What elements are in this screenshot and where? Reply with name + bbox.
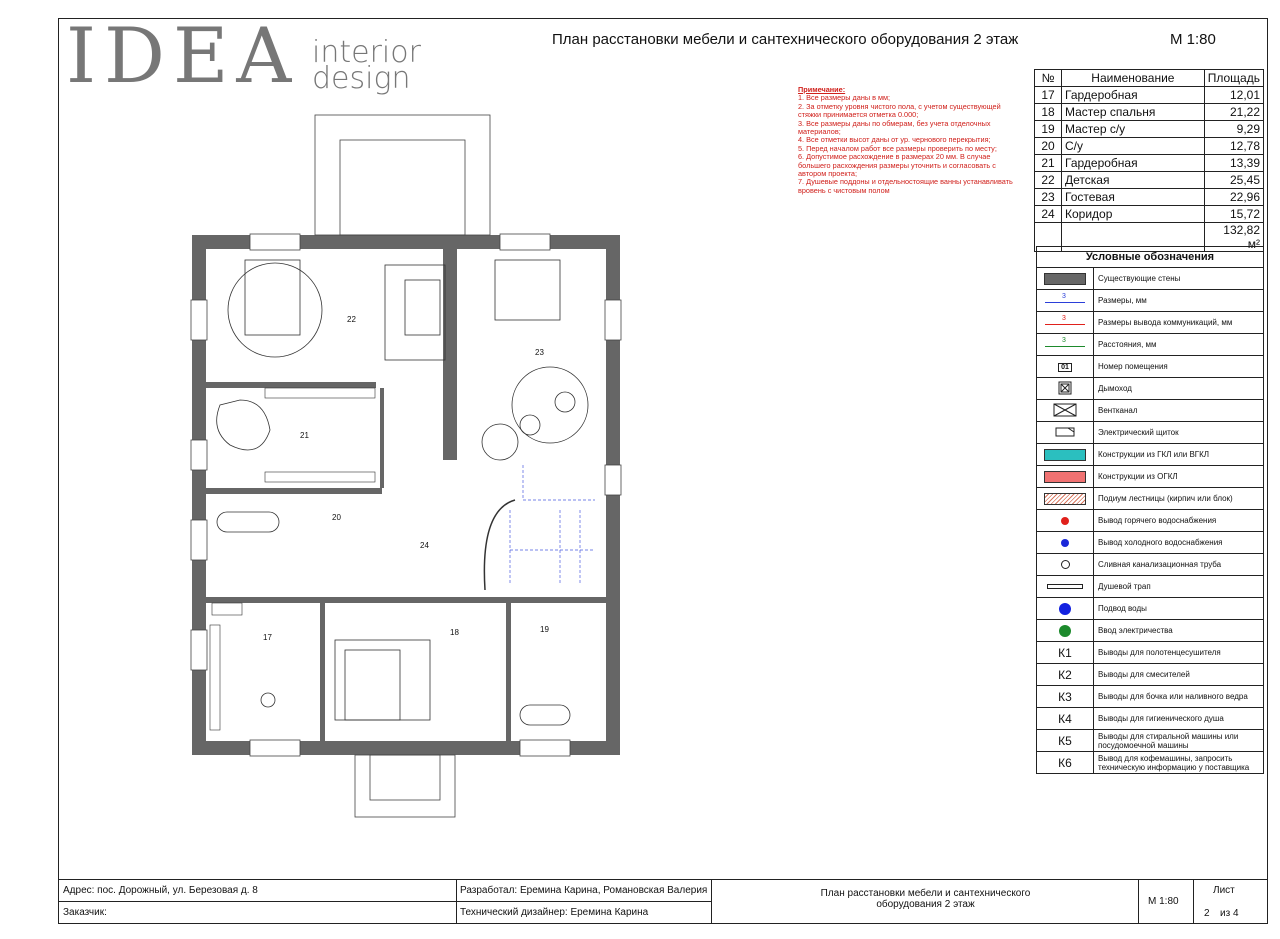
client: Заказчик: [63,907,107,918]
note-item: 1. Все размеры даны в мм; [798,93,891,103]
hot-water-icon [1061,517,1069,525]
legend-label: Размеры, мм [1094,290,1264,312]
drain-icon [1061,560,1070,569]
rooms-table-header [1035,70,1264,87]
room-area: 21,22 [1204,104,1263,121]
legend-label: Выводы для гигиенического душа [1094,708,1264,730]
total-area: 132,82 м² [1204,223,1263,252]
room-area: 22,96 [1204,189,1263,206]
room-label: 20 [332,513,341,522]
room-label: 17 [263,633,272,642]
room-name: Гостевая [1062,189,1205,206]
legend-label: Электрический щиток [1094,422,1264,444]
room-name: Мастер спальня [1062,104,1205,121]
room-label: 21 [300,431,309,440]
legend-label: Вывод горячего водоснабжения [1094,510,1264,532]
staircase [510,465,595,585]
room-number: 19 [1035,121,1062,138]
rooms-table [1034,69,1264,252]
sheet-of: из 4 [1220,908,1239,919]
legend-label: Подиум лестницы (кирпич или блок) [1094,488,1264,510]
ogkl-swatch [1044,471,1086,483]
stamp-scale: М 1:80 [1148,896,1179,907]
legend-label: Существующие стены [1094,268,1264,290]
shower-drain-icon [1047,584,1083,589]
room-name: Коридор [1062,206,1205,223]
address: Адрес: пос. Дорожный, ул. Березовая д. 8 [63,885,258,896]
room-number: 20 [1035,138,1062,155]
room-name: Детская [1062,172,1205,189]
table-row [1035,104,1264,121]
legend-label: Конструкции из ОГКЛ [1094,466,1264,488]
dimension-green-icon: 3 [1043,338,1087,350]
room-number-icon: 01 [1058,363,1072,372]
legend-table [1036,246,1264,774]
legend-label: Дымоход [1094,378,1264,400]
note-item: 7. Душевые поддоны и отдельностоящие ванны устанавливать вровень с чистовым полом [798,177,1013,195]
legend-code: К5 [1037,730,1094,752]
sheet-label: Лист [1213,885,1235,896]
sheet-number: 2 [1204,908,1210,919]
col-name: Наименование [1062,70,1205,87]
room-number: 21 [1035,155,1062,172]
panel-icon [1055,426,1075,438]
legend-label: Вывод для кофемашины, запросить техническую информацию у поставщика [1094,752,1264,774]
room-area: 25,45 [1204,172,1263,189]
logo [66,11,446,100]
legend-label: Вывод холодного водоснабжения [1094,532,1264,554]
room-area: 15,72 [1204,206,1263,223]
legend-label: Сливная канализационная труба [1094,554,1264,576]
legend-code: К2 [1037,664,1094,686]
dimension-red-icon: 3 [1043,316,1087,328]
note-item: 3. Все размеры даны по обмерам, без учета отделочных материалов; [798,118,991,137]
logo-main: IDEA [66,11,300,100]
room-area: 12,78 [1204,138,1263,155]
room-area: 12,01 [1204,87,1263,104]
cold-water-icon [1061,539,1069,547]
gkl-swatch [1044,449,1086,461]
room-label: 19 [540,625,549,634]
room-label: 18 [450,628,459,637]
developed-by: Разработал: Еремина Карина, Романовская Валерия [460,885,708,896]
room-number: 18 [1035,104,1062,121]
room-area: 9,29 [1204,121,1263,138]
legend-label: Душевой трап [1094,576,1264,598]
table-row [1035,121,1264,138]
title-block [58,879,1268,924]
note-item: 6. Допустимое расхождение в размерах 20 мм. В случае большего расхождения размеры уточнить и согласовать с автором проекта; [798,152,996,179]
dimension-blue-icon: 3 [1043,294,1087,306]
room-number: 23 [1035,189,1062,206]
room-number: 24 [1035,206,1062,223]
room-label: 23 [535,348,544,357]
water-supply-icon [1059,603,1071,615]
logo-tagline [312,35,421,96]
col-area: Площадь [1204,70,1263,87]
room-label: 22 [347,315,356,324]
room-name: С/у [1062,138,1205,155]
legend-code: К4 [1037,708,1094,730]
table-row [1035,172,1264,189]
legend-label: Номер помещения [1094,356,1264,378]
notes-heading: Примечание: [798,85,846,94]
legend-label: Конструкции из ГКЛ или ВГКЛ [1094,444,1264,466]
note-item: 4. Все отметки высот даны от ур. чернового перекрытия; [798,135,991,145]
legend-label: Размеры вывода коммуникаций, мм [1094,312,1264,334]
legend-label: Выводы для бочка или наливного ведра [1094,686,1264,708]
electric-input-icon [1059,625,1071,637]
vent-icon [1053,403,1077,417]
stamp-title: План расстановки мебели и сантехнического оборудования 2 этаж [820,888,1031,910]
room-number: 22 [1035,172,1062,189]
podium-swatch [1044,493,1086,505]
table-row [1035,206,1264,223]
logo-line-2: design [312,61,411,96]
scale-label: М 1:80 [1170,31,1216,48]
wall-swatch [1044,273,1086,285]
floor-plan [180,110,640,830]
room-number: 17 [1035,87,1062,104]
room-name: Гардеробная [1062,155,1205,172]
plan-walls [192,235,620,755]
table-row [1035,189,1264,206]
room-name: Мастер с/у [1062,121,1205,138]
legend-code: К6 [1037,752,1094,774]
legend-label: Ввод электричества [1094,620,1264,642]
notes-block [798,86,1023,195]
balconies [315,115,490,817]
note-item: 2. За отметку уровня чистого пола, с учетом существующей стяжки принимается отметка 0.000; [798,101,1001,120]
room-label: 24 [420,541,429,550]
legend-title: Условные обозначения [1037,247,1264,268]
table-row [1035,87,1264,104]
legend-label: Выводы для стиральной машины или посудомоечной машины [1094,730,1264,752]
tech-designer: Технический дизайнер: Еремина Карина [460,907,649,918]
legend-label: Выводы для смесителей [1094,664,1264,686]
room-name: Гардеробная [1062,87,1205,104]
logo-line-1: interior [312,35,421,70]
chimney-icon [1058,381,1072,395]
legend-label: Выводы для полотенцесушителя [1094,642,1264,664]
legend-label: Расстояния, мм [1094,334,1264,356]
table-row [1035,138,1264,155]
note-item: 5. Перед началом работ все размеры проверить по месту; [798,143,997,153]
legend-label: Вентканал [1094,400,1264,422]
room-area: 13,39 [1204,155,1263,172]
wardrobes [210,388,375,730]
room-labels [263,315,549,642]
page-title: План расстановки мебели и сантехнического оборудования 2 этаж [552,31,1019,48]
legend-code: К3 [1037,686,1094,708]
legend-code: К1 [1037,642,1094,664]
table-row [1035,155,1264,172]
col-number: № [1035,70,1062,87]
legend-label: Подвод воды [1094,598,1264,620]
